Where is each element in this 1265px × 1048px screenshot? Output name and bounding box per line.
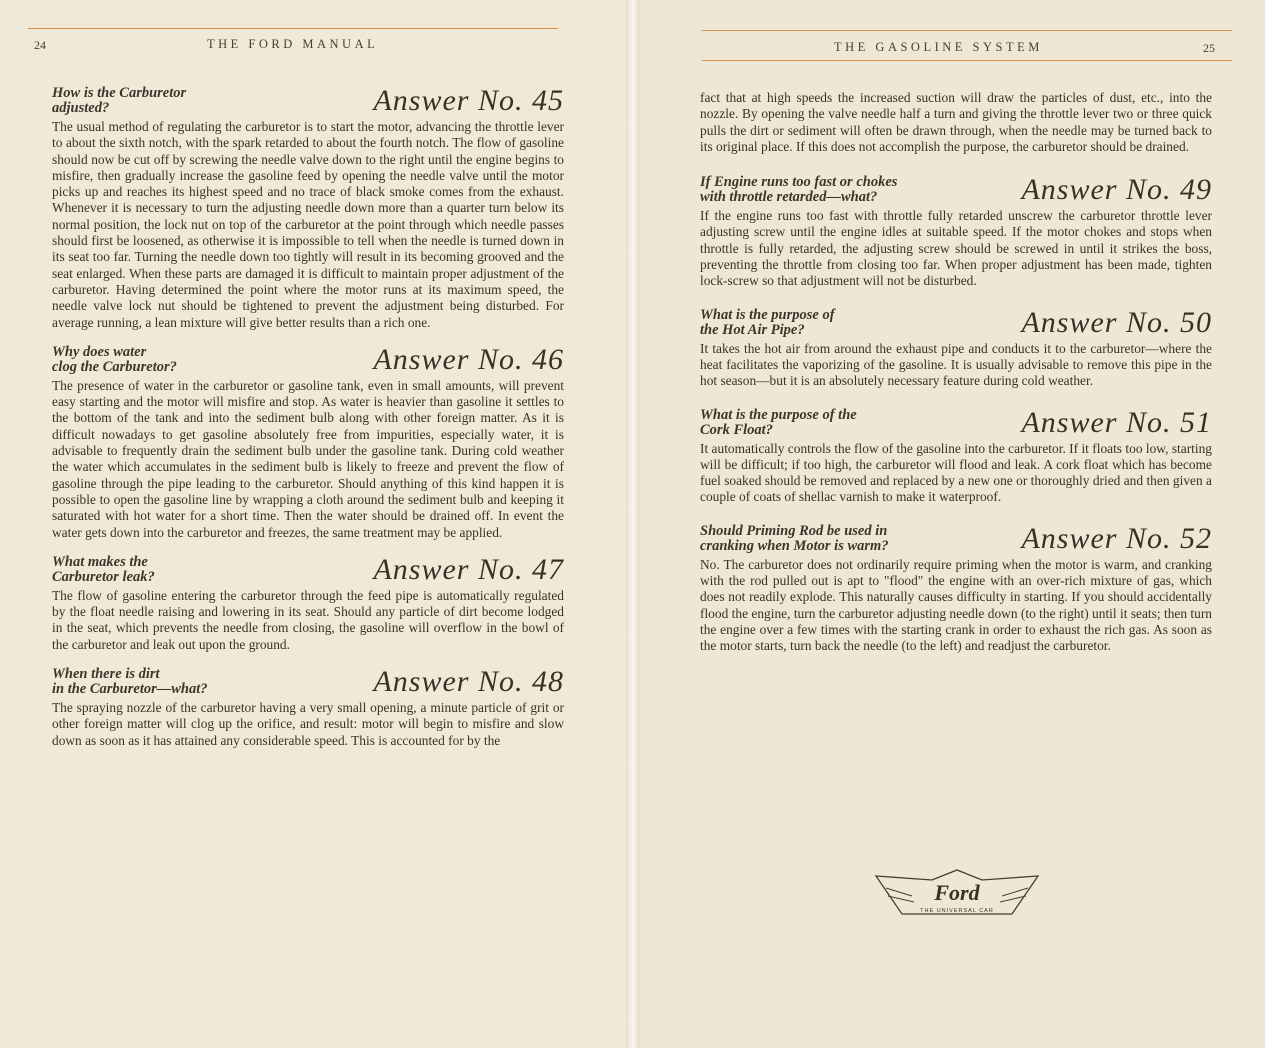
- svg-text:THE UNIVERSAL CAR: THE UNIVERSAL CAR: [920, 908, 994, 914]
- answer-text: The presence of water in the carburetor or gasoline tank, even in small amounts, will prevent easy starting and the motor will misfire and stop. As water is heavier than gasoline it settles to the bottom of the tank and into the sediment bulb along with other foreign matter. As it is difficult nowadays to get gasoline absolutely free from impurities, especially water, it is advisable to frequently drain the sediment bulb under the gasoline tank. During cold weather the water which accumulates in the sediment bulb is likely to freeze and prevent the flow of gasoline through the pipe leading to the carburetor. Should anything of this kind happen it is possible to open the gasoline line by wrapping a cloth around the sediment bulb and keeping it saturated with hot water for a short time. Then the water should be drained off. In event the water gets down into the carburetor and freezes, the same treatment may be applied.: [52, 377, 564, 540]
- answer-label: Answer No. 47: [373, 552, 564, 586]
- page-number: 24: [34, 38, 46, 52]
- svg-text:Ford: Ford: [934, 880, 980, 905]
- header-rule: [28, 28, 558, 29]
- question: What makes the Carburetor leak?: [52, 553, 155, 585]
- header-rule-lower: [702, 60, 1232, 61]
- qa-heading: [52, 552, 564, 586]
- question: Should Priming Rod be used in cranking when Motor is warm?: [700, 522, 889, 554]
- qa-heading: [700, 405, 1212, 439]
- answer-text: It automatically controls the flow of the gasoline into the carburetor. If it floats too low, starting will be difficult; if too high, the carburetor will flood and leak. A cork float which has become fuel soaked should be removed and replaced by a new one or thoroughly dried and then given a couple of coats of shellac varnish to make it waterproof.: [700, 440, 1212, 505]
- page-number: 25: [1203, 41, 1215, 55]
- question: What is the purpose of the Cork Float?: [700, 406, 857, 438]
- answer-text: No. The carburetor does not ordinarily require priming when the motor is warm, and cranking with the rod pulled out is apt to "flood" the engine with an over-rich mixture of gas, which does not readily explode. This naturally causes difficulty in starting. If you should accidentally flood the engine, turn the carburetor adjusting needle down (to the right) until it seats; then turn the engine over a few times with the starting crank in order to exhaust the rich gas. As soon as the motor starts, turn back the needle (to the left) and readjust the carburetor.: [700, 556, 1212, 654]
- question: When there is dirt in the Carburetor—what?: [52, 666, 208, 698]
- qa-heading: [700, 175, 1212, 205]
- ford-logo: [872, 866, 1042, 922]
- question: How is the Carburetor adjusted?: [52, 85, 187, 116]
- qa-heading: [700, 305, 1212, 339]
- answer-label: Answer No. 52: [1021, 521, 1212, 555]
- left-column: [52, 86, 564, 749]
- qa-heading: [52, 342, 564, 376]
- qa-heading: [700, 521, 1212, 555]
- right-column: [700, 90, 1212, 655]
- left-page: [0, 0, 632, 1048]
- answer-label: Answer No. 50: [1021, 305, 1212, 339]
- qa-heading: [52, 667, 564, 697]
- answer-label: Answer No. 46: [373, 342, 564, 376]
- answer-label: Answer No. 49: [1021, 173, 1212, 207]
- answer-text: The spraying nozzle of the carburetor having a very small opening, a minute particle of grit or other foreign matter will clog up the orifice, and result: motor will begin to misfire and slow down as soon as it has attained any considerable speed. This is accounted for by the: [52, 700, 564, 748]
- question: Why does water clog the Carburetor?: [52, 343, 177, 375]
- answer-label: Answer No. 48: [373, 665, 564, 699]
- running-head: THE FORD MANUAL: [207, 37, 379, 51]
- running-head: THE GASOLINE SYSTEM: [834, 40, 1043, 54]
- book-gutter: [626, 0, 640, 1048]
- answer-label: Answer No. 51: [1021, 405, 1212, 439]
- answer-text: If the engine runs too fast with throttle fully retarded unscrew the carburetor throttle lever adjusting screw until the engine idles at suitable speed. If the motor chokes and stops when throttle is fully retarded, the adjusting screw should be screwed in until it strikes the boss, preventing the throttle from closing too far. When proper adjustment has been made, tighten lock-screw so that adjustment will not be disturbed.: [700, 208, 1212, 289]
- continued-text: fact that at high speeds the increased suction will draw the particles of dust, etc., into the nozzle. By opening the valve needle half a turn and giving the throttle lever two or three quick pulls the dirt or sediment will often be drawn through, when the needle may be turned back to its original place. If this does not accomplish the purpose, the carburetor should be drained.: [700, 90, 1212, 154]
- answer-text: The usual method of regulating the carburetor is to start the motor, advancing the throttle lever to about the sixth notch, with the spark retarded to about the fourth notch. The flow of gasoline should now be cut off by screwing the needle valve down to the right until the engine begins to misfire, then gradually increase the gasoline feed by opening the needle valve until the motor picks up and reaches its highest speed and no trace of black smoke comes from the exhaust. Whenever it is necessary to turn the adjusting needle down more than a quarter turn below its normal position, the lock nut on top of the carburetor at the point through which needle passes should first be loosened, as otherwise it is impossible to tell when the needle is turned down in its seat too far. Turning the needle down too tightly will result in its becoming grooved and the seat enlarged. When these parts are damaged it is difficult to maintain proper adjustment of the carburetor. Having determined the point where the motor runs at its maximum speed, the needle valve lock nut should be tightened to prevent the adjustment being disturbed. For average running, a lean mixture will give better results than a rich one.: [52, 119, 564, 330]
- question: If Engine runs too fast or chokes with throttle retarded—what?: [700, 174, 898, 206]
- header-rule: [702, 30, 1232, 31]
- question: What is the purpose of the Hot Air Pipe?: [700, 306, 835, 338]
- qa-heading: [52, 86, 564, 116]
- answer-label: Answer No. 45: [373, 84, 564, 117]
- answer-text: The flow of gasoline entering the carburetor through the feed pipe is automatically regulated by the float needle raising and lowering in its seat. Should any particle of dirt become lodged in the seat, which prevents the needle from closing, the gasoline will overflow in the bowl of the carburetor and leak out upon the ground.: [52, 587, 564, 652]
- answer-text: It takes the hot air from around the exhaust pipe and conducts it to the carburetor—where the heat facilitates the vaporizing of the gasoline. It is usually advisable to remove this pipe in the hot season—but it is an absolutely necessary feature during cold weather.: [700, 340, 1212, 389]
